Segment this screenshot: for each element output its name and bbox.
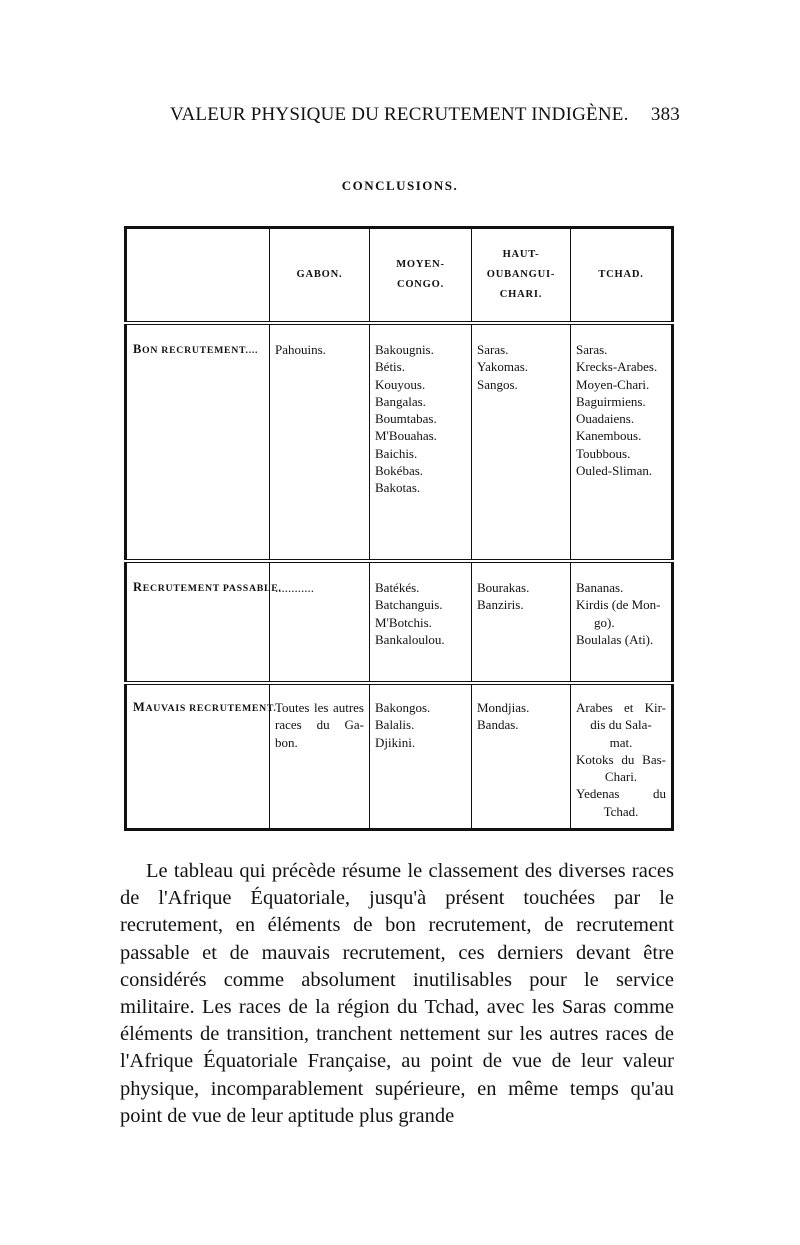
table-row-bon-recrutement: [126, 323, 673, 561]
cell-line: Yakomas.: [477, 359, 529, 375]
conclusions-table: [124, 226, 674, 831]
cell-line: Boumtabas.: [375, 411, 437, 427]
cell-line: Bandas.: [477, 717, 519, 733]
header-empty-cell: [126, 228, 270, 324]
leader-dots: ............: [275, 580, 314, 595]
column-header-line: OUBANGUI-: [486, 269, 556, 280]
cell-moyen-congo: [370, 683, 472, 830]
cell-line: Bétis.: [375, 359, 405, 375]
cell-line: Baguirmiens.: [576, 393, 646, 409]
cell-line: Bourakas.: [477, 580, 530, 595]
cell-line: M'Botchis.: [375, 614, 432, 630]
table-row-mauvais-recrutement: [126, 683, 673, 830]
cell-line: Bakongos.: [375, 700, 431, 715]
cell-line: M'Bouahas.: [375, 428, 437, 444]
cell-line: Kanembous.: [576, 428, 642, 444]
cell-line: Krecks-Arabes.: [576, 359, 658, 375]
cell-line: Bokébas.: [375, 463, 424, 479]
cell-moyen-congo: [370, 323, 472, 561]
cell-line: Ouled-Sliman.: [576, 463, 653, 479]
cell-line: bon.: [275, 734, 298, 750]
cell-line: Ouadaiens.: [576, 411, 635, 427]
cell-line: Batékés.: [375, 580, 420, 595]
table-caption: CONCLUSIONS.: [341, 178, 459, 193]
cell-line: Sangos.: [477, 376, 518, 392]
cell-line: dis du Sala-: [590, 717, 652, 733]
column-header-haut-oubangui-chari: [472, 228, 571, 324]
cell-tchad: [571, 683, 673, 830]
cell-line: Bananas.: [576, 580, 624, 595]
cell-line: Kotoks du Bas-: [576, 751, 666, 767]
cell-line: Chari.: [604, 769, 638, 785]
cell-line: Bakougnis.: [375, 342, 434, 357]
cell-line: Batchanguis.: [375, 597, 443, 613]
cell-gabon: [270, 683, 370, 830]
body-paragraph-block: [120, 858, 674, 1130]
cell-line: Pahouins.: [275, 342, 326, 357]
cell-gabon: [270, 323, 370, 561]
cell-moyen-congo: [370, 561, 472, 683]
cell-line: Kirdis (de Mon-: [576, 597, 661, 613]
body-paragraph: Le tableau qui précède résume le classement des diverses races de l'Afrique Équatoriale, jusqu'à présent touchées par le recrutement, en éléments de bon recrutement, de recrutement passable et de mauvais recrutement, ces derniers devant être considérés comme absolument inutilisables pour le service militaire. Les races de la région du Tchad, avec les Saras comme éléments de transition, tranchent nettement sur les autres races de l'Afrique Équatoriale Française, au point de vue de leur valeur physique, incomparablement supérieure, en même temps qu'au point de vue de leur aptitude plus grande: [120, 860, 674, 1127]
row-label: RECRUTEMENT PASSABLE.: [126, 561, 270, 683]
cell-line: Saras.: [477, 342, 509, 357]
cell-line: Djikini.: [375, 734, 416, 750]
column-header-line: CHARI.: [499, 289, 543, 300]
column-header-tchad: TCHAD.: [571, 228, 673, 324]
cell-line: Toubbous.: [576, 445, 631, 461]
row-label: MAUVAIS RECRUTEMENT.: [126, 683, 270, 830]
cell-line: Banziris.: [477, 597, 524, 613]
cell-tchad: [571, 323, 673, 561]
cell-line: Bakotas.: [375, 480, 421, 496]
running-title: VALEUR PHYSIQUE DU RECRUTEMENT INDIGÈNE.: [170, 104, 629, 125]
page-number: 383: [650, 104, 680, 125]
cell-line: Tchad.: [603, 803, 639, 819]
cell-line: Mondjias.: [477, 700, 530, 715]
column-header-gabon: GABON.: [270, 228, 370, 324]
cell-line: Yedenas du: [576, 786, 666, 802]
cell-line: Arabes et Kir-: [576, 700, 666, 715]
cell-line: Boulalas (Ati).: [576, 631, 654, 647]
cell-line: Moyen-Chari.: [576, 376, 650, 392]
cell-line: go).: [594, 614, 615, 630]
cell-line: Toutes les autres: [275, 700, 364, 715]
column-header-moyen-congo: MOYEN-CONGO.: [370, 228, 472, 324]
cell-tchad: [571, 561, 673, 683]
cell-line: mat.: [609, 734, 633, 750]
cell-line: Saras.: [576, 342, 608, 357]
cell-haut-oubangui-chari: [472, 561, 571, 683]
cell-haut-oubangui-chari: [472, 683, 571, 830]
table-header-row: [126, 228, 673, 324]
cell-gabon: [270, 561, 370, 683]
cell-line: Baichis.: [375, 445, 418, 461]
cell-line: Bangalas.: [375, 393, 426, 409]
table-row-recrutement-passable: [126, 561, 673, 683]
cell-line: Balalis.: [375, 717, 415, 733]
column-header-line: HAUT-: [502, 249, 540, 260]
cell-line: Bankaloulou.: [375, 631, 445, 647]
cell-line: Kouyous.: [375, 376, 426, 392]
cell-line: races du Ga-: [275, 717, 364, 733]
row-label: BON RECRUTEMENT....: [126, 323, 270, 561]
running-header: [170, 104, 680, 126]
cell-haut-oubangui-chari: [472, 323, 571, 561]
